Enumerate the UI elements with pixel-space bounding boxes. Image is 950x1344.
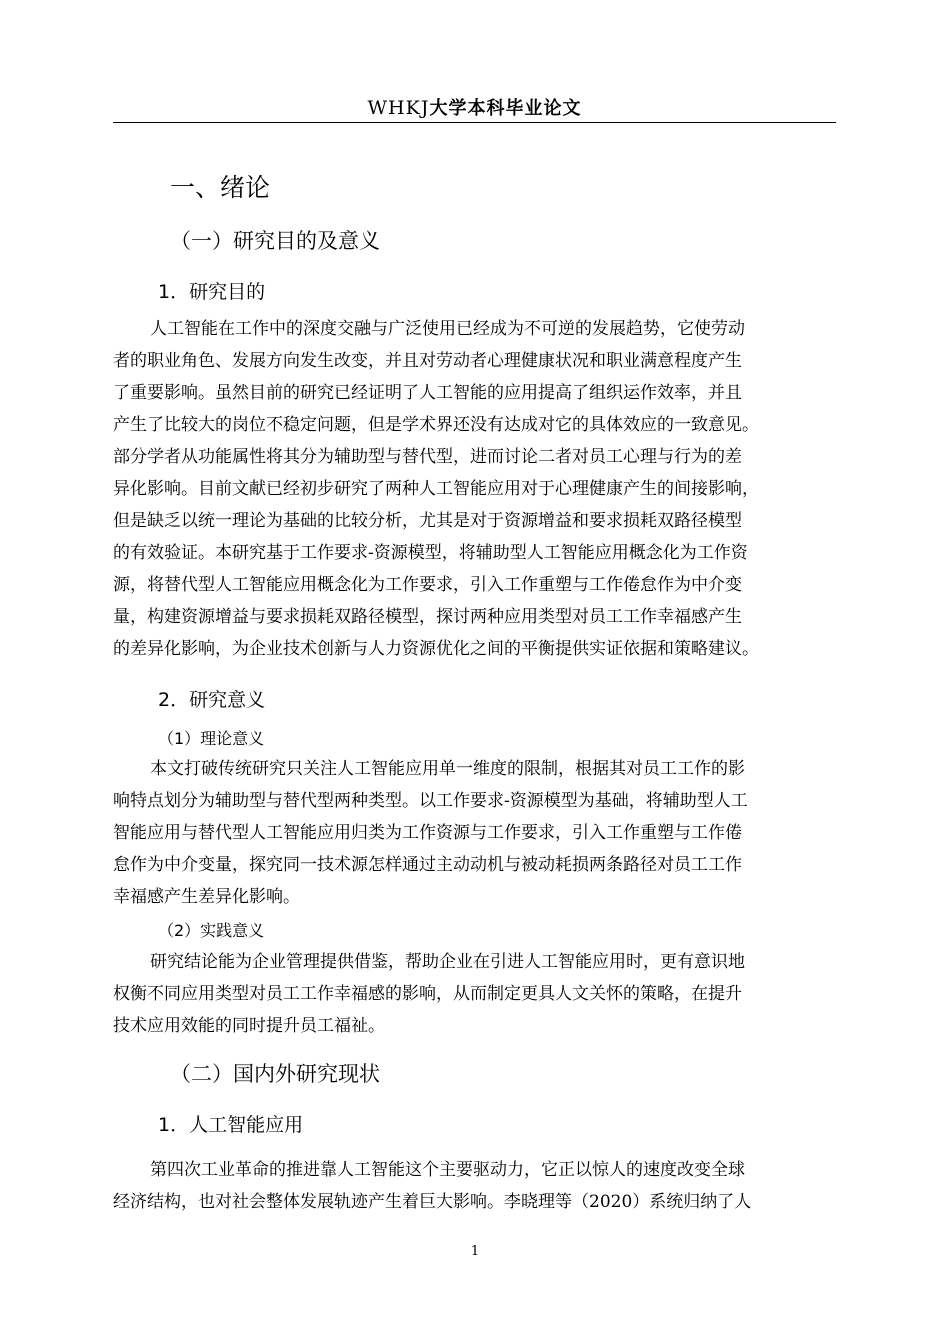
paragraph-practical-significance bbox=[113, 946, 837, 1042]
text-line: 怠作为中介变量，探究同一技术源怎样通过主动动机与被动耗损两条路径对员工工作 bbox=[113, 855, 742, 875]
text-line: 幸福感产生差异化影响。 bbox=[113, 887, 300, 907]
page-header bbox=[113, 90, 836, 123]
subsubsection-title-practice: （2）实践意义 bbox=[158, 921, 265, 940]
paragraph-research-purpose bbox=[113, 313, 837, 665]
text-line: 第四次工业革命的推进靠人工智能这个主要驱动力，它正以惊人的速度改变全球 bbox=[150, 1160, 745, 1180]
subsection-title-purpose: 1．研究目的 bbox=[158, 281, 266, 303]
section-title-purpose-significance: （一）研究目的及意义 bbox=[170, 229, 380, 253]
subsection-title-ai-application: 1．人工智能应用 bbox=[158, 1114, 304, 1136]
text-line: 的有效验证。本研究基于工作要求-资源模型，将辅助型人工智能应用概念化为工作资 bbox=[113, 543, 748, 563]
text-line: 产生了比较大的岗位不稳定问题，但是学术界还没有达成对它的具体效应的一致意见。 bbox=[113, 415, 759, 435]
text-line: 研究结论能为企业管理提供借鉴，帮助企业在引进人工智能应用时，更有意识地 bbox=[150, 952, 745, 972]
text-line: 但是缺乏以统一理论为基础的比较分析，尤其是对于资源增益和要求损耗双路径模型 bbox=[113, 511, 742, 531]
chapter-title: 一、绪论 bbox=[170, 173, 271, 202]
section-title-research-status: （二）国内外研究现状 bbox=[170, 1062, 380, 1086]
text-line: 经济结构，也对社会整体发展轨迹产生着巨大影响。李晓理等（2020）系统归纳了人 bbox=[113, 1192, 752, 1212]
text-line: 本文打破传统研究只关注人工智能应用单一维度的限制，根据其对员工工作的影 bbox=[150, 759, 745, 779]
text-line: 权衡不同应用类型对员工工作幸福感的影响，从而制定更具人文关怀的策略，在提升 bbox=[113, 984, 742, 1004]
subsection-title-significance: 2．研究意义 bbox=[158, 689, 266, 711]
text-line: 量，构建资源增益与要求损耗双路径模型，探讨两种应用类型对员工工作幸福感产生 bbox=[113, 607, 742, 627]
text-line: 源，将替代型人工智能应用概念化为工作要求，引入工作重塑与工作倦怠作为中介变 bbox=[113, 575, 742, 595]
text-line: 智能应用与替代型人工智能应用归类为工作资源与工作要求，引入工作重塑与工作倦 bbox=[113, 823, 742, 843]
text-line: 人工智能在工作中的深度交融与广泛使用已经成为不可逆的发展趋势，它使劳动 bbox=[150, 319, 745, 339]
subsubsection-title-theory: （1）理论意义 bbox=[158, 729, 265, 748]
text-line: 部分学者从功能属性将其分为辅助型与替代型，进而讨论二者对员工心理与行为的差 bbox=[113, 447, 742, 467]
header-title bbox=[368, 97, 582, 119]
header-prefix: WHKJ bbox=[367, 97, 430, 119]
page-number: 1 bbox=[470, 1244, 480, 1259]
text-line: 了重要影响。虽然目前的研究已经证明了人工智能的应用提高了组织运作效率，并且 bbox=[113, 383, 742, 403]
text-line: 者的职业角色、发展方向发生改变，并且对劳动者心理健康状况和职业满意程度产生 bbox=[113, 351, 742, 371]
header-university-title: 大学本科毕业论文 bbox=[429, 98, 582, 119]
text-line: 的差异化影响，为企业技术创新与人力资源优化之间的平衡提供实证依据和策略建议。 bbox=[113, 639, 759, 659]
paragraph-theoretical-significance bbox=[113, 753, 837, 913]
text-line: 技术应用效能的同时提升员工福祉。 bbox=[113, 1016, 385, 1036]
text-line: 响特点划分为辅助型与替代型两种类型。以工作要求-资源模型为基础，将辅助型人工 bbox=[113, 791, 748, 811]
paragraph-ai-application bbox=[113, 1154, 837, 1218]
text-line: 异化影响。目前文献已经初步研究了两种人工智能应用对于心理健康产生的间接影响， bbox=[113, 479, 759, 499]
